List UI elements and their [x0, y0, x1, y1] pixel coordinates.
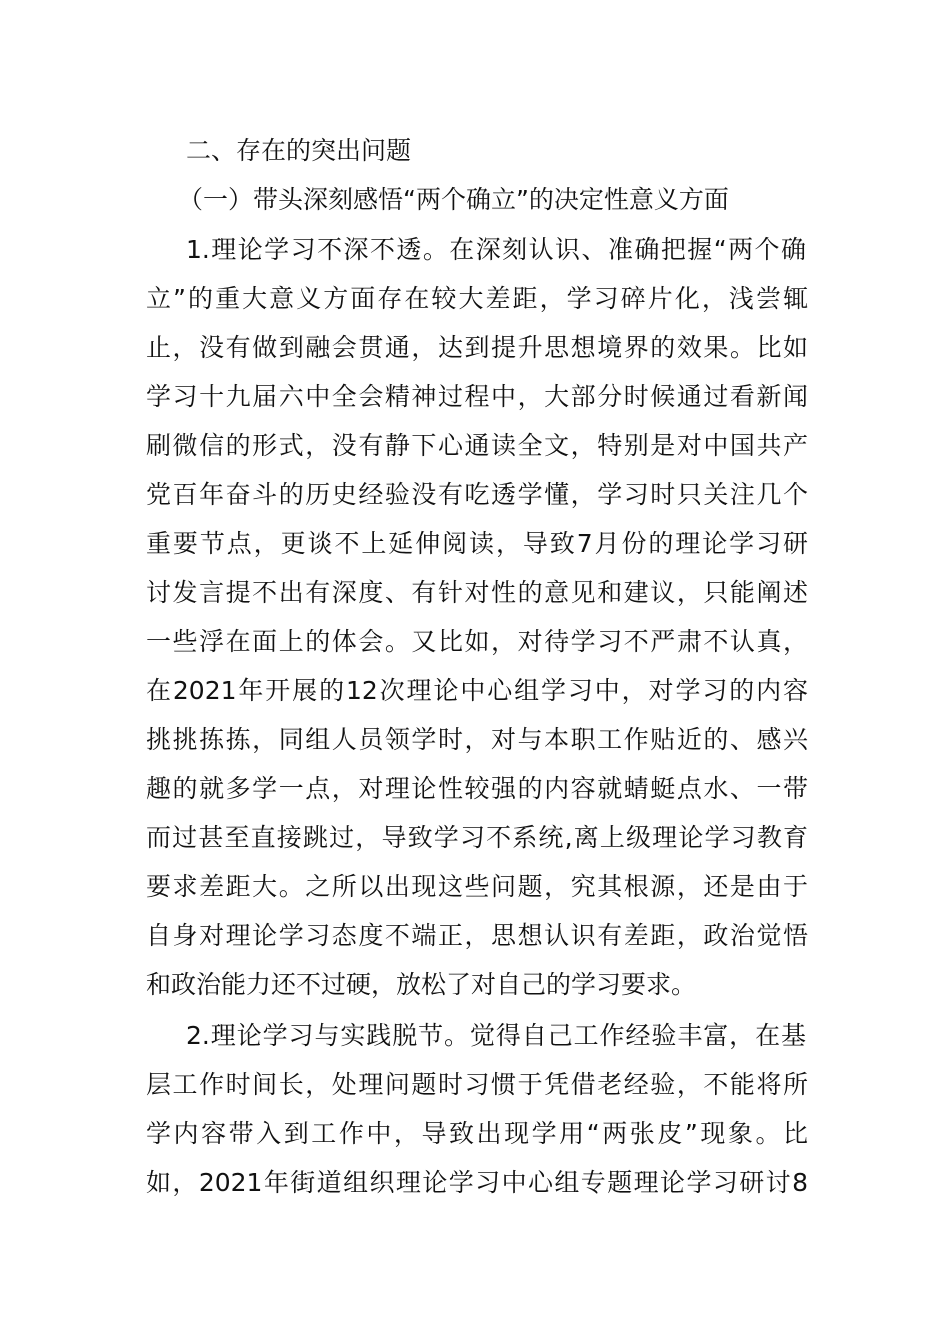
section-heading: 二、存在的突出问题 — [186, 136, 412, 165]
paragraph-line: 刷微信的形式，没有静下心通读全文，特别是对中国共产 — [146, 431, 808, 460]
paragraph-line: 2.理论学习与实践脱节。觉得自己工作经验丰富，在基 — [186, 1021, 806, 1050]
subsection-heading: （一）带头深刻感悟“两个确立”的决定性意义方面 — [178, 185, 729, 214]
paragraph-line: 一些浮在面上的体会。又比如，对待学习不严肃不认真， — [146, 627, 808, 656]
paragraph-line: 重要节点，更谈不上延伸阅读，导致7月份的理论学习研 — [146, 529, 808, 558]
paragraph-line: 而过甚至直接跳过，导致学习不系统,离上级理论学习教育 — [146, 823, 808, 852]
paragraph-line: 趣的就多学一点，对理论性较强的内容就蜻蜓点水、一带 — [146, 774, 808, 803]
paragraph-line: 自身对理论学习态度不端正，思想认识有差距，政治觉悟 — [146, 921, 808, 950]
paragraph-line: 在2021年开展的12次理论中心组学习中，对学习的内容 — [146, 676, 808, 705]
paragraph-line: 党百年奋斗的历史经验没有吃透学懂，学习时只关注几个 — [146, 480, 808, 509]
paragraph-line: 1.理论学习不深不透。在深刻认识、准确把握“两个确 — [186, 235, 806, 264]
paragraph-line: 学内容带入到工作中，导致出现学用“两张皮”现象。比 — [146, 1119, 808, 1148]
paragraph-line: 学习十九届六中全会精神过程中，大部分时候通过看新闻 — [146, 382, 808, 411]
paragraph-line: 要求差距大。之所以出现这些问题，究其根源，还是由于 — [146, 872, 808, 901]
paragraph-line: 如，2021年街道组织理论学习中心组专题理论学习研讨8 — [146, 1168, 808, 1197]
paragraph-line: 层工作时间长，处理问题时习惯于凭借老经验，不能将所 — [146, 1070, 808, 1099]
paragraph-line: 和政治能力还不过硬，放松了对自己的学习要求。 — [146, 970, 697, 999]
paragraph-line: 止，没有做到融会贯通，达到提升思想境界的效果。比如 — [146, 333, 808, 362]
paragraph-line: 讨发言提不出有深度、有针对性的意见和建议，只能阐述 — [146, 578, 808, 607]
paragraph-line: 挑挑拣拣，同组人员领学时，对与本职工作贴近的、感兴 — [146, 725, 808, 754]
paragraph-line: 立”的重大意义方面存在较大差距，学习碎片化，浅尝辄 — [146, 284, 808, 313]
